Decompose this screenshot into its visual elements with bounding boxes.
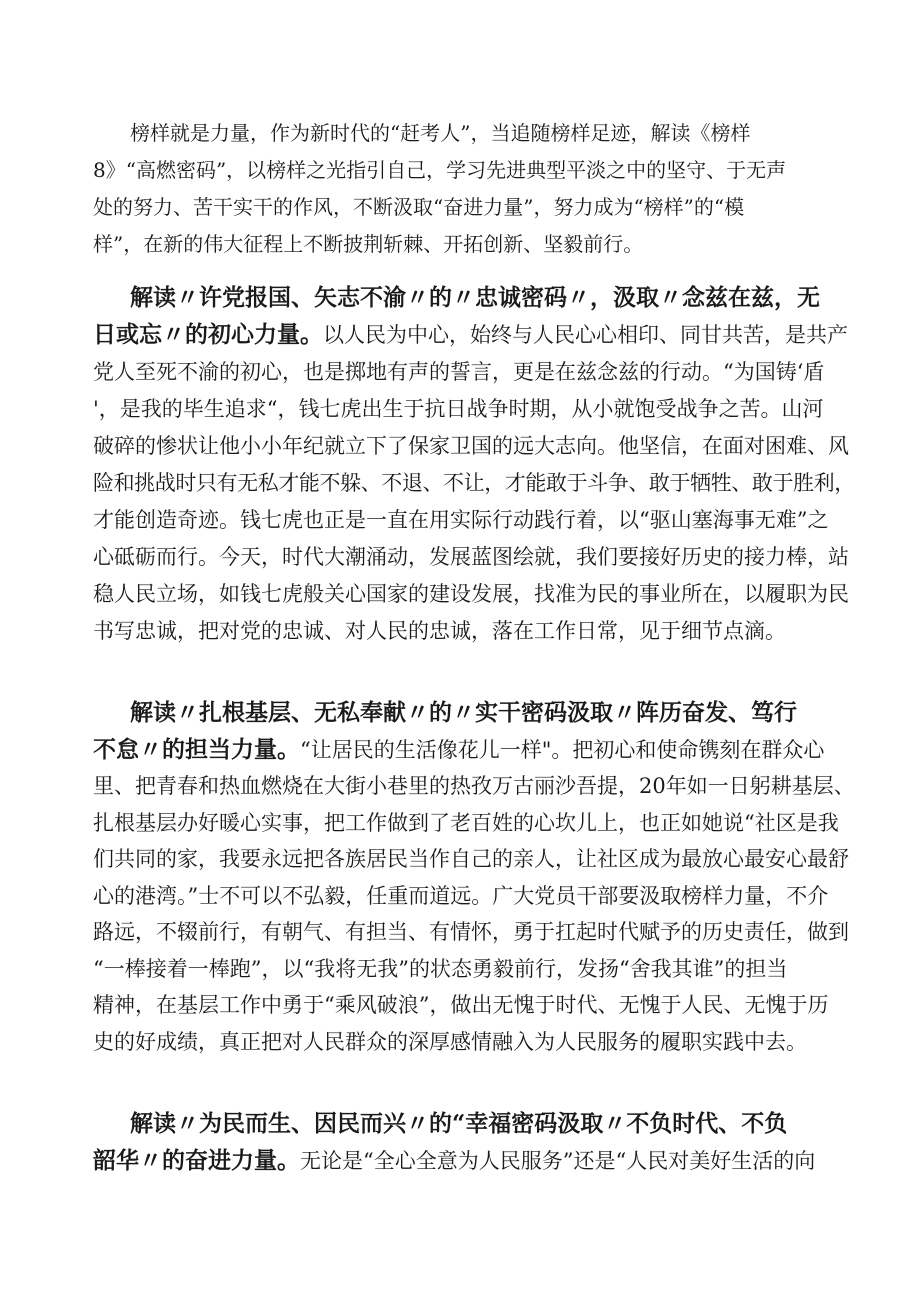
text-line	[93, 616, 855, 646]
body-text: 书写忠诚，把对党的忠诚、对人民的忠诚，落在工作日常，见于细节点滴。	[93, 619, 786, 643]
text-line	[93, 394, 855, 424]
body-text: 党人至死不渝的初心，也是掷地有声的誓言，更是在兹念兹的行动。“为国铸‘盾	[93, 360, 825, 384]
body-text: 处的努力、苦干实干的作风，不断汲取“奋进力量”，努力成为“榜样”的“模	[93, 195, 745, 219]
body-text: 心砥砺而行。今天，时代大潮涌动，发展蓝图绘就，我们要接好历史的接力棒，站	[93, 545, 849, 569]
text-line	[130, 283, 855, 313]
body-text: “让居民的生活像花儿一样"。把初心和使命镌刻在群众心	[300, 737, 825, 762]
text-line	[93, 844, 855, 874]
text-line	[93, 357, 855, 387]
body-text: 才能创造奇迹。钱七虎也正是一直在用实际行动践行着，以“驱山塞海事无难”之	[93, 508, 829, 532]
text-line	[93, 808, 855, 838]
body-text: 稳人民立场，如钱七虎般关心国家的建设发展，找准为民的事业所在，以履职为民	[93, 582, 849, 606]
body-text: 心的港湾。”士不可以不弘毅，任重而道远。广大党员干部要汲取榜样力量，不介	[93, 883, 829, 908]
text-line	[93, 320, 855, 350]
bold-heading-text: 日或忘〃的初心力量。	[93, 321, 323, 348]
body-text: 破碎的惨状让他小小年纪就立下了保家卫国的远大志向。他坚信，在面对困难、风	[93, 434, 849, 458]
body-text: 样”，在新的伟大征程上不断披荆斩棘、开拓创新、坚毅前行。	[93, 232, 644, 256]
text-line	[93, 579, 855, 609]
body-text: 精神，在基层工作中勇于“乘风破浪”，做出无愧于时代、无愧于人民、无愧于历	[93, 993, 829, 1017]
text-line	[93, 505, 855, 535]
body-text: 榜样就是力量，作为新时代的“赶考人”，当追随榜样足迹，解读《榜样	[130, 121, 751, 145]
text-line	[93, 954, 855, 984]
body-text: 里、把青春和热血燃烧在大街小巷里的热孜万古丽沙吾提，20年如一日躬耕基层、	[93, 774, 855, 798]
text-line	[93, 881, 855, 911]
text-line	[93, 229, 853, 259]
text-line	[93, 735, 855, 765]
bold-heading-text: 韶华〃的奋进力量。	[93, 1147, 300, 1174]
body-text: “一棒接着一棒跑”，以“我将无我”的状态勇毅前行，发扬“舍我其谁”的担当	[93, 956, 788, 981]
text-line	[93, 542, 855, 572]
body-text: 8》“高燃密码”，以榜样之光指引自己，学习先进典型平淡之中的坚守、于无声	[93, 158, 787, 182]
text-line	[93, 1146, 855, 1176]
bold-heading-text: 解读〃许党报国、矢志不渝〃的〃忠诚密码〃，汲取〃念兹在兹，无	[130, 284, 820, 311]
text-line	[93, 771, 855, 801]
text-line	[130, 118, 853, 148]
body-text: '，是我的毕生追求“，钱七虎出生于抗日战争时期，从小就饱受战争之苦。山河	[93, 397, 824, 421]
text-line	[93, 431, 855, 461]
text-line	[93, 468, 855, 498]
bold-heading-text: 不怠〃的担当力量。	[93, 735, 300, 763]
body-text: 路远，不辍前行，有朝气、有担当、有情怀，勇于扛起时代赋予的历史责任，做到	[93, 920, 849, 944]
text-line	[130, 698, 855, 728]
text-line	[93, 917, 855, 947]
body-text: 扎根基层办好暖心实事，把工作做到了老百姓的心坎儿上，也正如她说“社区是我	[93, 810, 839, 835]
text-line	[93, 192, 853, 222]
text-line	[93, 1027, 855, 1057]
body-text: 们共同的家，我要永远把各族居民当作自己的亲人，让社区成为最放心最安心最舒	[93, 847, 849, 871]
text-line	[130, 1109, 855, 1139]
body-text: 史的好成绩，真正把对人民群众的深厚感情融入为人民服务的履职实践中去。	[93, 1029, 807, 1054]
text-line	[93, 155, 853, 185]
body-text: 以人民为中心，始终与人民心心相印、同甘共苦，是共产	[323, 323, 848, 347]
bold-heading-text: 解读〃为民而生、因民而兴〃的“幸福密码汲取〃不负时代、不负	[130, 1110, 788, 1137]
text-line	[93, 990, 855, 1020]
body-text: 险和挑战时只有无私才能不躲、不退、不让，才能敢于斗争、敢于牺牲、敢于胜利，	[93, 471, 855, 495]
body-text: 无论是“全心全意为人民服务”还是“人民对美好生活的向	[300, 1149, 816, 1173]
bold-heading-text: 解读〃扎根基层、无私奉献〃的〃实干密码汲取〃阵历奋发、笃行	[130, 699, 797, 726]
